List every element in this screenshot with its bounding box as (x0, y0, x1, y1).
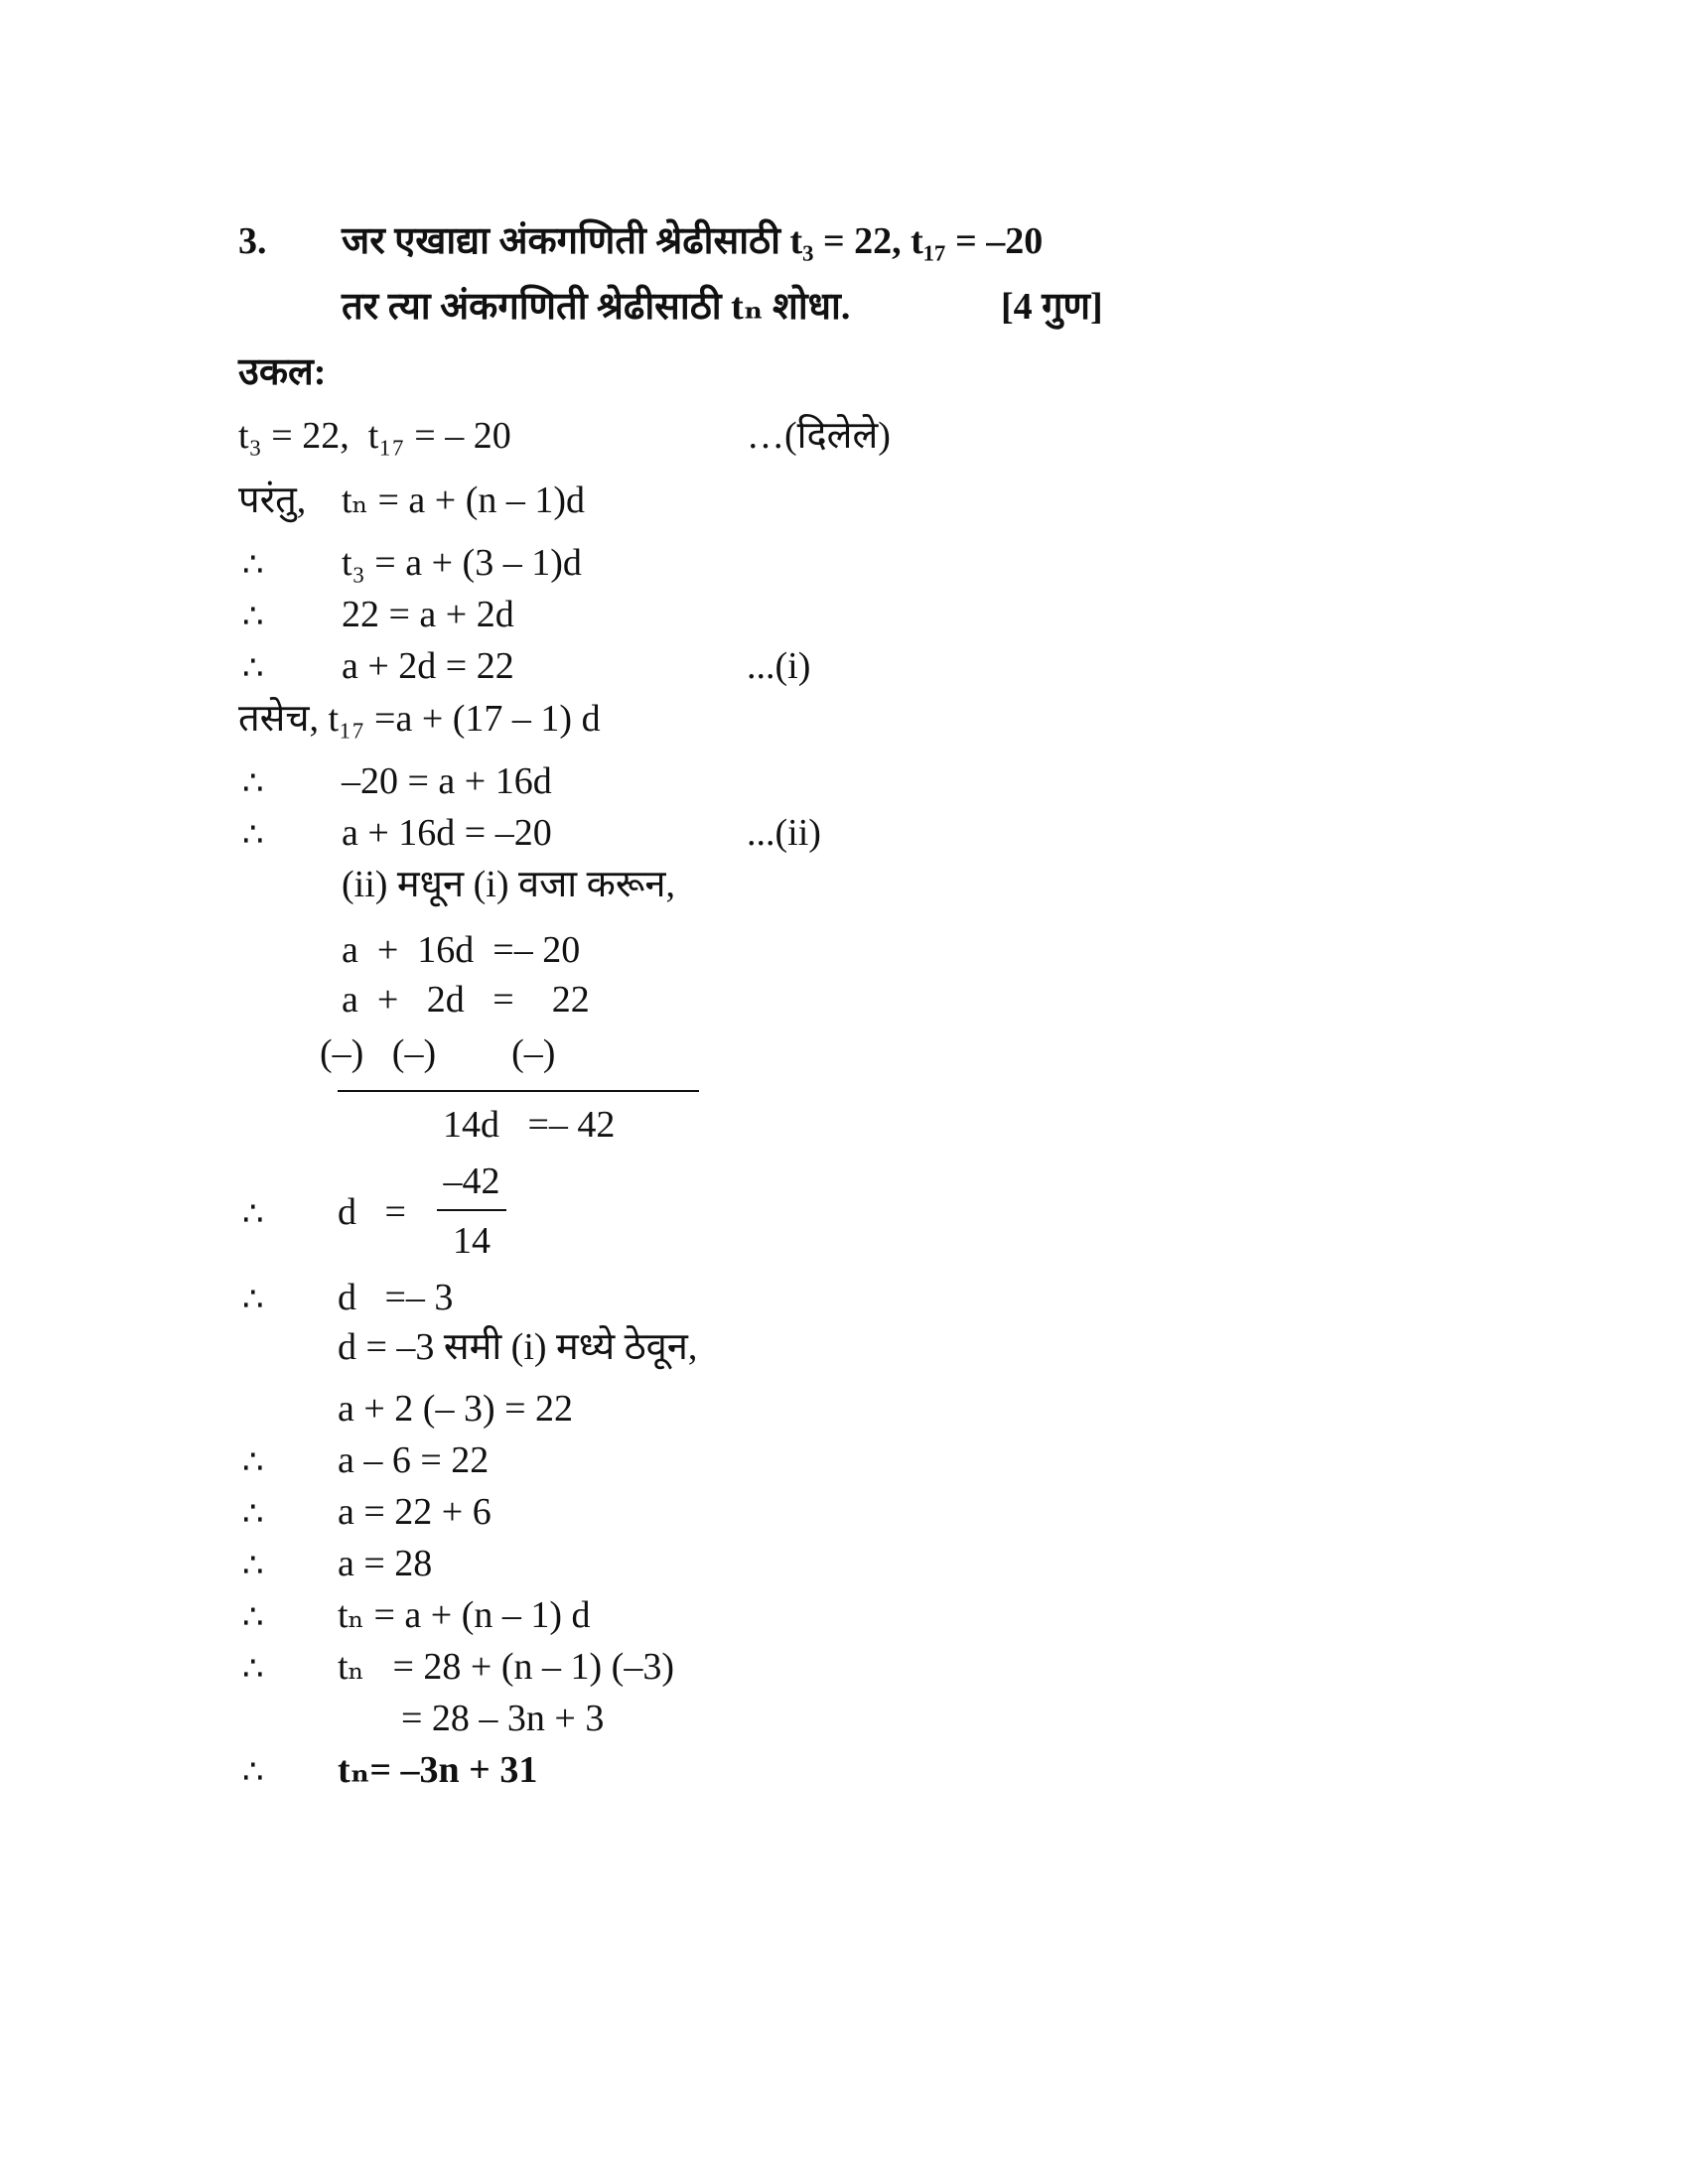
d-value: d =– 3 (338, 1277, 454, 1318)
general-term-expanded: = 28 – 3n + 3 (401, 1698, 605, 1739)
substitution-step: a + 2 (– 3) = 22 (338, 1388, 574, 1430)
step-t3: t₃ = a + (3 – 1)d (342, 542, 582, 584)
therefore-symbol: ∴ (242, 1649, 264, 1689)
therefore-symbol: ∴ (242, 1280, 264, 1319)
therefore-symbol: ∴ (242, 1597, 264, 1637)
final-answer: tₙ= –3n + 31 (338, 1749, 538, 1791)
question-text-line1 (342, 222, 1043, 260)
a-value: a = 28 (338, 1543, 433, 1584)
substitute-instruction: d = –3 समी (i) मध्ये ठेवून, (338, 1326, 698, 1368)
given-tag: …(दिलेले) (747, 415, 891, 457)
therefore-symbol: ∴ (242, 763, 264, 803)
fraction-denominator: 14 (453, 1220, 491, 1262)
question-marks: [4 गुण] (1001, 286, 1103, 328)
equation-ii: a + 16d = –20 (342, 812, 552, 854)
elimination-row-1: a + 16d =– 20 (342, 929, 581, 971)
solution-label: उकल: (238, 351, 327, 393)
a-step-2: a = 22 + 6 (338, 1491, 492, 1533)
general-term-restated: tₙ = a + (n – 1) d (338, 1594, 591, 1636)
but-word: परंतु, (238, 479, 307, 521)
d-fraction (437, 1160, 506, 1263)
therefore-symbol: ∴ (242, 545, 264, 585)
question-given-terms: t₃ = 22, t₁₇ = –20 (789, 220, 1044, 262)
subtract-instruction: (ii) मधून (i) वजा करून, (342, 864, 675, 905)
therefore-symbol: ∴ (242, 1546, 264, 1585)
therefore-symbol: ∴ (242, 1442, 264, 1482)
general-term-formula: tₙ = a + (n – 1)d (342, 479, 586, 521)
question-text: जर एखाद्या अंकगणिती श्रेढीसाठी (342, 220, 780, 262)
given-values: t₃ = 22, t₁₇ = – 20 (238, 415, 511, 457)
step-t17: तसेच, t₁₇ =a + (17 – 1) d (238, 698, 601, 740)
therefore-symbol: ∴ (242, 1194, 264, 1234)
therefore-symbol: ∴ (242, 815, 264, 855)
elimination-rule (338, 1090, 699, 1092)
general-term-substituted: tₙ = 28 + (n – 1) (–3) (338, 1646, 674, 1688)
equation-i-tag: ...(i) (747, 645, 811, 687)
a-step-1: a – 6 = 22 (338, 1439, 490, 1481)
therefore-symbol: ∴ (242, 648, 264, 688)
d-fraction-lhs: d = (338, 1191, 406, 1233)
question-text-line2: तर त्या अंकगणिती श्रेढीसाठी tₙ शोधा. (342, 286, 851, 328)
step-t3-simplified: 22 = a + 2d (342, 594, 514, 635)
fraction-numerator: –42 (443, 1160, 500, 1202)
therefore-symbol: ∴ (242, 597, 264, 636)
equation-i: a + 2d = 22 (342, 645, 514, 687)
therefore-symbol: ∴ (242, 1494, 264, 1534)
elimination-row-2: a + 2d = 22 (342, 979, 590, 1021)
elimination-signs: (–) (–) (–) (320, 1032, 556, 1074)
equation-ii-tag: ...(ii) (747, 812, 821, 854)
elimination-result: 14d =– 42 (443, 1104, 616, 1146)
therefore-symbol: ∴ (242, 1752, 264, 1792)
step-t17-simplified: –20 = a + 16d (342, 760, 552, 802)
question-number: 3. (238, 220, 267, 262)
